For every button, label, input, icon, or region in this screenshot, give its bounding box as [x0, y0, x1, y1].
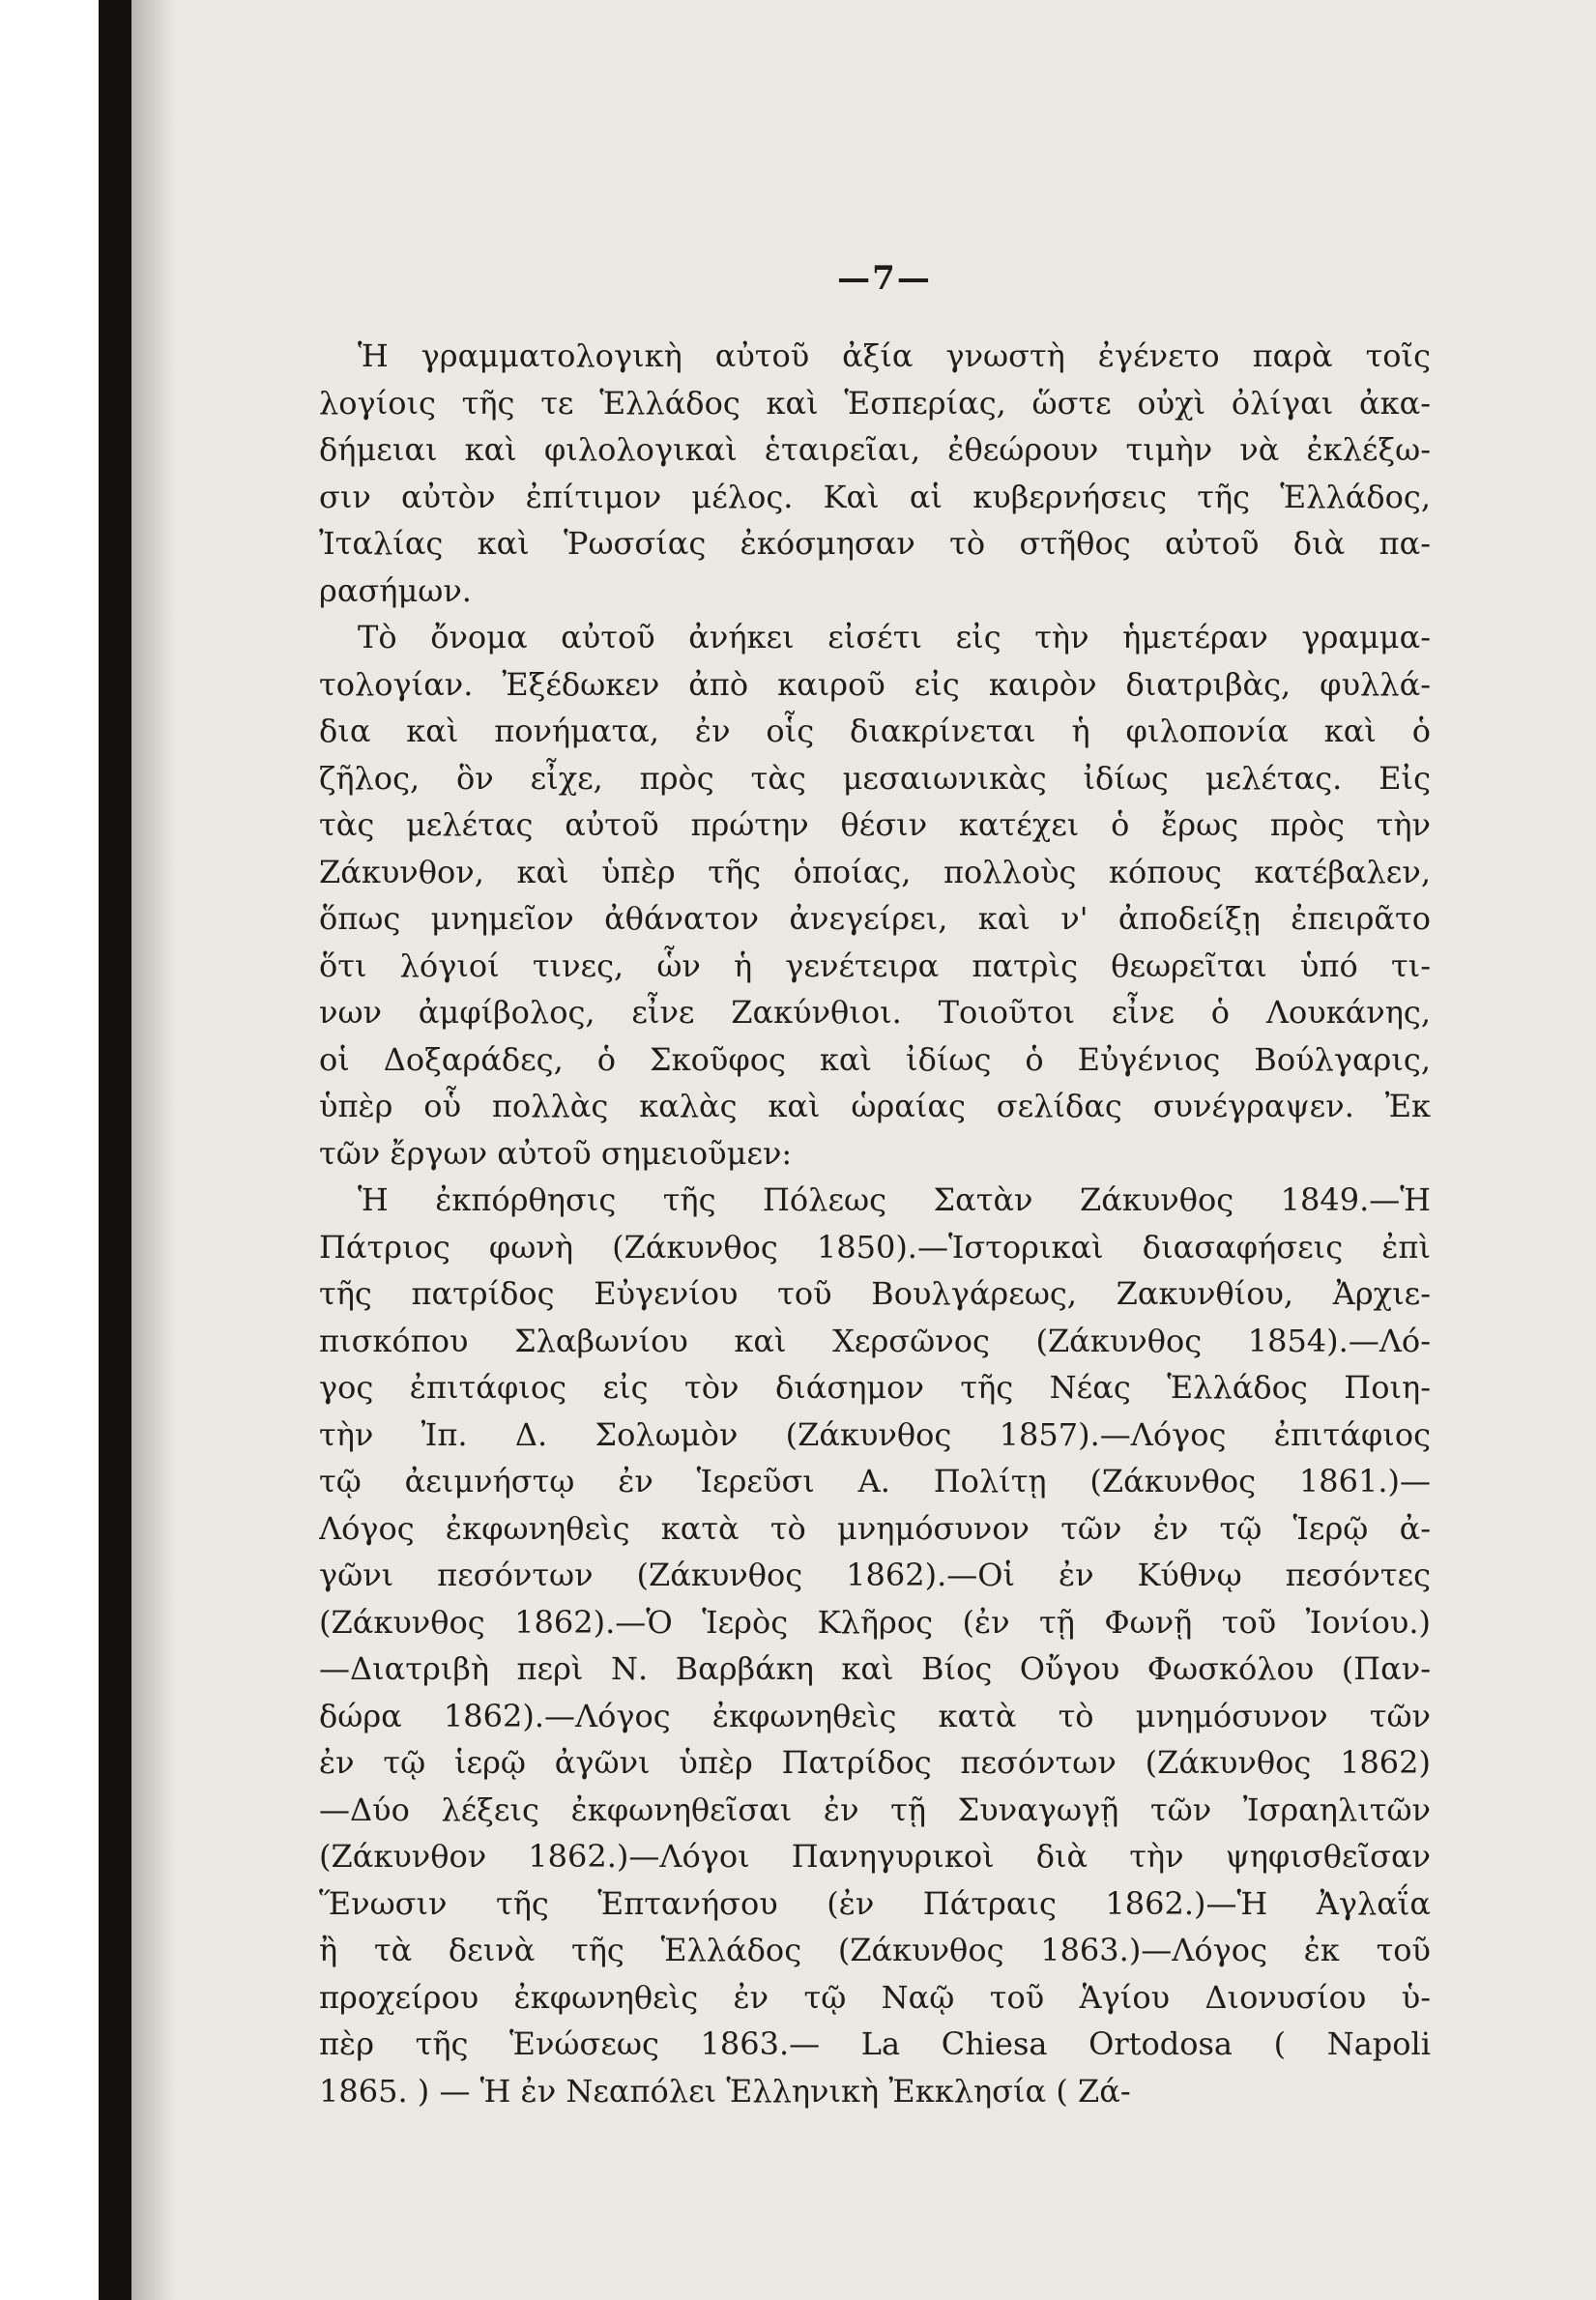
text-line: τῶν ἔργων αὐτοῦ σημειοῦμεν:: [319, 1134, 793, 1172]
text-line: (Ζάκυνθον 1862.)—Λόγοι Πανηγυρικοὶ διὰ τὴν ψηφισθεῖσαν: [319, 1838, 1431, 1875]
text-line: 1865. ) — Ἡ ἐν Νεαπόλει Ἑλληνικὴ Ἐκκλησία ( Ζά-: [319, 2072, 1131, 2110]
text-line: Ζάκυνθον, καὶ ὑπὲρ τῆς ὁποίας, πολλοὺς κόπους κατέβαλεν,: [319, 853, 1431, 890]
text-line: τῷ ἀειμνήστῳ ἐν Ἱερεῦσι Α. Πολίτῃ (Ζάκυνθος 1861.)—: [319, 1463, 1431, 1499]
text-line: τὰς μελέτας αὐτοῦ πρώτην θέσιν κατέχει ὁ ἔρως πρὸς τὴν: [319, 806, 1431, 843]
text-line: Πάτριος φωνὴ (Ζάκυνθος 1850).—Ἱστορικαὶ διασαφήσεις ἐπὶ: [319, 1228, 1431, 1266]
text-line: Λόγος ἐκφωνηθεὶς κατὰ τὸ μνημόσυνον τῶν ἐν τῷ Ἱερῷ ἀ-: [319, 1509, 1431, 1547]
text-line: γῶνι πεσόντων (Ζάκυνθος 1862).—Οἱ ἐν Κύθνῳ πεσόντες: [319, 1557, 1431, 1593]
body-text: [319, 333, 1431, 2114]
document-page: [319, 259, 1431, 2114]
text-line: ὅπως μνημεῖον ἀθάνατον ἀνεγείρει, καὶ ν' ἀποδείξῃ ἐπειρᾶτο: [319, 900, 1431, 937]
text-line: ὅτι λόγιοί τινες, ὧν ἡ γενέτειρα πατρὶς θεωρεῖται ὑπό τι-: [319, 946, 1431, 984]
text-line: λογίοις τῆς τε Ἑλλάδος καὶ Ἑσπερίας, ὥστε οὐχὶ ὀλίγαι ἀκα-: [319, 384, 1431, 422]
text-line: πὲρ τῆς Ἑνώσεως 1863.— La Chiesa Ortodosa ( Napoli: [319, 2025, 1431, 2062]
scan-margin: [0, 0, 99, 2300]
text-line: πισκόπου Σλαβωνίου καὶ Χερσῶνος (Ζάκυνθος 1854).—Λό-: [319, 1322, 1431, 1359]
text-line: ἢ τὰ δεινὰ τῆς Ἑλλάδος (Ζάκυνθος 1863.)—Λόγος ἐκ τοῦ: [319, 1932, 1431, 1968]
binding-shadow: [131, 0, 176, 2300]
text-line: ἐν τῷ ἱερῷ ἀγῶνι ὑπὲρ Πατρίδος πεσόντων (Ζάκυνθος 1862): [319, 1744, 1431, 1781]
text-line: δήμειαι καὶ φιλολογικαὶ ἑταιρεῖαι, ἐθεώρουν τιμὴν νὰ ἐκλέξω-: [319, 431, 1431, 468]
book-binding-edge: [99, 0, 131, 2300]
text-line: Ἰταλίας καὶ Ῥωσσίας ἐκόσμησαν τὸ στῆθος αὐτοῦ διὰ πα-: [319, 525, 1431, 562]
text-line: δια καὶ πονήματα, ἐν οἷς διακρίνεται ἡ φιλοπονία καὶ ὁ: [319, 713, 1431, 749]
text-line: γος ἐπιτάφιος εἰς τὸν διάσημον τῆς Νέας Ἑλλάδος Ποιη-: [319, 1369, 1431, 1406]
text-line: τῆς πατρίδος Εὐγενίου τοῦ Βουλγάρεως, Ζακυνθίου, Ἀρχιε-: [319, 1275, 1431, 1312]
text-line: ρασήμων.: [319, 571, 472, 609]
text-line: ὑπὲρ οὗ πολλὰς καλὰς καὶ ὡραίας σελίδας συνέγραψεν. Ἐκ: [319, 1088, 1431, 1124]
text-line: σιν αὐτὸν ἐπίτιμον μέλος. Καὶ αἱ κυβερνήσεις τῆς Ἑλλάδος,: [319, 478, 1431, 515]
text-line: τολογίαν. Ἐξέδωκεν ἀπὸ καιροῦ εἰς καιρὸν διατριβὰς, φυλλά-: [319, 665, 1431, 703]
text-line: τὴν Ἰπ. Δ. Σολωμὸν (Ζάκυνθος 1857).—Λόγος ἐπιτάφιος: [319, 1415, 1431, 1453]
text-line: προχείρου ἐκφωνηθεὶς ἐν τῷ Ναῷ τοῦ Ἁγίου Διονυσίου ὑ-: [319, 1978, 1431, 2016]
text-line: Τὸ ὄνομα αὐτοῦ ἀνήκει εἰσέτι εἰς τὴν ἡμετέραν γραμμα-: [358, 619, 1431, 655]
text-line: —Διατριβὴ περὶ Ν. Βαρβάκη καὶ Βίος Οὔγου Φωσκόλου (Παν-: [319, 1650, 1431, 1687]
text-line: —Δύο λέξεις ἐκφωνηθεῖσαι ἐν τῇ Συναγωγῇ τῶν Ἰσραηλιτῶν: [319, 1791, 1431, 1828]
text-line: δώρα 1862).—Λόγος ἐκφωνηθεὶς κατὰ τὸ μνημόσυνον τῶν: [319, 1697, 1431, 1734]
text-line: (Ζάκυνθος 1862).—Ὁ Ἱερὸς Κλῆρος (ἐν τῇ Φωνῇ τοῦ Ἰονίου.): [319, 1603, 1431, 1641]
page-number: —7—: [837, 259, 932, 298]
text-line: οἱ Δοξαράδες, ὁ Σκοῦφος καὶ ἰδίως ὁ Εὐγένιος Βούλγαρις,: [319, 1040, 1431, 1078]
text-line: Ἡ ἐκπόρθησις τῆς Πόλεως Σατὰν Ζάκυνθος 1849.—Ἡ: [358, 1181, 1431, 1218]
text-line: νων ἀμφίβολος, εἶνε Ζακύνθιοι. Τοιοῦτοι εἶνε ὁ Λουκάνης,: [319, 994, 1431, 1031]
text-line: ζῆλος, ὃν εἶχε, πρὸς τὰς μεσαιωνικὰς ἰδίως μελέτας. Εἰς: [319, 759, 1431, 797]
text-line: Ἡ γραμματολογικὴ αὐτοῦ ἀξία γνωστὴ ἐγένετο παρὰ τοῖς: [358, 337, 1431, 374]
text-line: Ἕνωσιν τῆς Ἑπτανήσου (ἐν Πάτραις 1862.)—Ἡ Ἀγλαΐα: [319, 1884, 1431, 1922]
